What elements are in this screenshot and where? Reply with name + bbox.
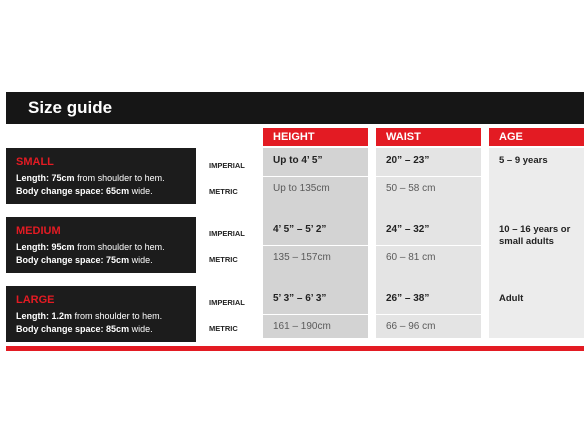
- row-divider: [263, 245, 481, 246]
- row-divider: [263, 176, 481, 177]
- header-age: AGE: [489, 128, 584, 146]
- waist-metric: 60 – 81 cm: [386, 252, 436, 263]
- waist-imperial: 20” – 23”: [386, 155, 430, 166]
- body-line: Body change space: 85cm wide.: [16, 324, 153, 334]
- page-title: Size guide: [6, 92, 584, 124]
- age-value: 10 – 16 years or small adults: [499, 224, 571, 247]
- height-imperial: Up to 4’ 5”: [273, 155, 323, 166]
- size-name: SMALL: [16, 156, 54, 168]
- metric-label: METRIC: [209, 324, 238, 333]
- size-small-block: [6, 148, 196, 204]
- height-metric: 161 – 190cm: [273, 321, 331, 332]
- size-name: LARGE: [16, 294, 55, 306]
- size-large-block: [6, 286, 196, 342]
- length-line: Length: 1.2m from shoulder to hem.: [16, 311, 163, 321]
- waist-metric: 66 – 96 cm: [386, 321, 436, 332]
- metric-label: METRIC: [209, 255, 238, 264]
- height-imperial: 4’ 5” – 5’ 2”: [273, 224, 327, 235]
- length-line: Length: 95cm from shoulder to hem.: [16, 242, 165, 252]
- imperial-label: IMPERIAL: [209, 161, 245, 170]
- bottom-accent-bar: [6, 346, 584, 351]
- waist-metric: 50 – 58 cm: [386, 183, 436, 194]
- body-line: Body change space: 65cm wide.: [16, 186, 153, 196]
- height-imperial: 5’ 3” – 6’ 3”: [273, 293, 327, 304]
- body-line: Body change space: 75cm wide.: [16, 255, 153, 265]
- size-medium-block: [6, 217, 196, 273]
- size-guide: [6, 92, 584, 354]
- waist-imperial: 24” – 32”: [386, 224, 430, 235]
- waist-imperial: 26” – 38”: [386, 293, 430, 304]
- age-value: Adult: [499, 293, 524, 304]
- height-metric: Up to 135cm: [273, 183, 330, 194]
- row-divider: [263, 314, 481, 315]
- metric-label: METRIC: [209, 187, 238, 196]
- imperial-label: IMPERIAL: [209, 298, 245, 307]
- height-metric: 135 – 157cm: [273, 252, 331, 263]
- age-value: 5 – 9 years: [499, 155, 548, 166]
- header-height: HEIGHT: [263, 128, 368, 146]
- size-name: MEDIUM: [16, 225, 61, 237]
- header-waist: WAIST: [376, 128, 481, 146]
- imperial-label: IMPERIAL: [209, 229, 245, 238]
- length-line: Length: 75cm from shoulder to hem.: [16, 173, 165, 183]
